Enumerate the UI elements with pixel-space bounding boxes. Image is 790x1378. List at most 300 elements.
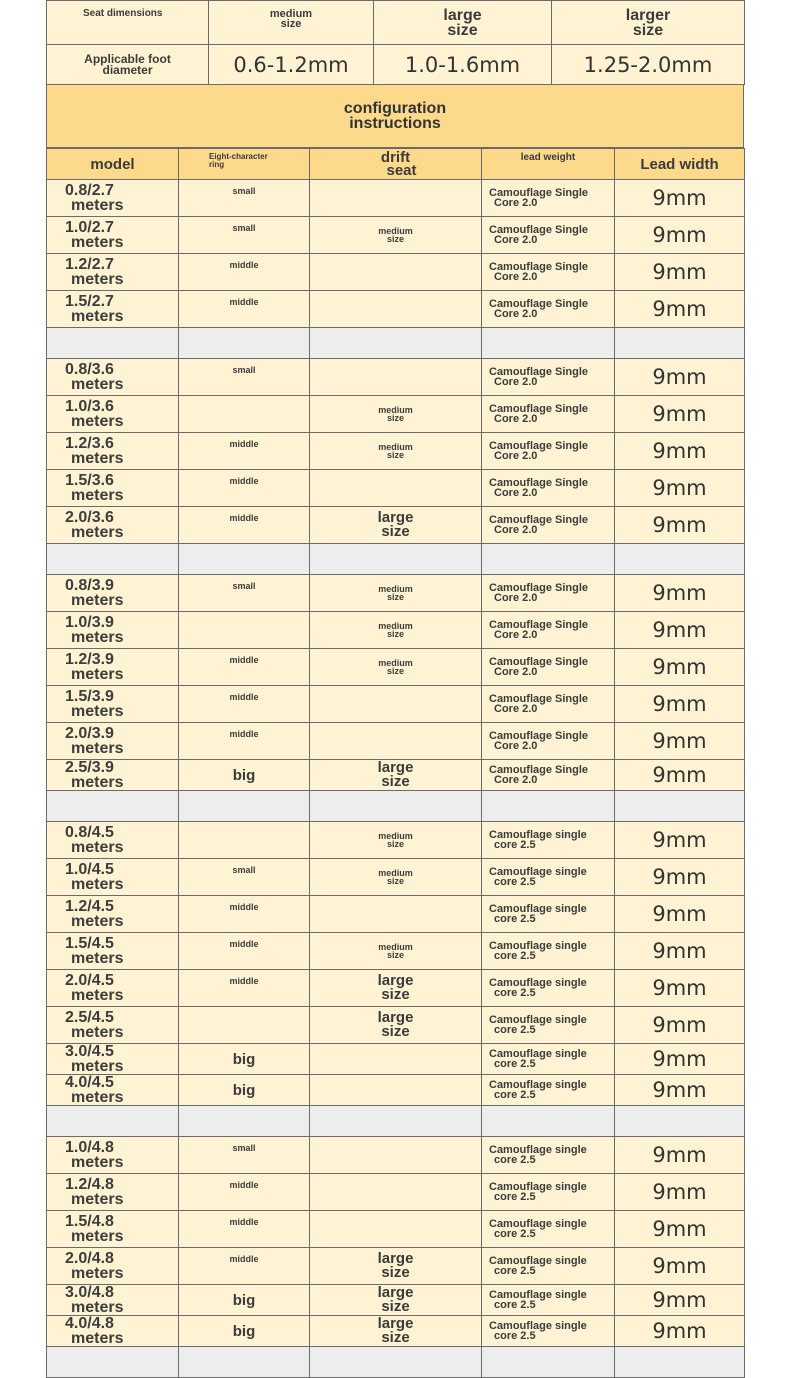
lead-width-cell: 9mm — [615, 396, 745, 433]
lead-width-cell: 9mm — [615, 1316, 745, 1347]
model-unit: meters — [71, 740, 124, 757]
ring-size-cell: big — [179, 1316, 310, 1347]
model-unit: meters — [71, 1089, 124, 1106]
lead-weight-cell — [482, 396, 615, 433]
table-row — [47, 686, 745, 723]
drift-seat-cell — [310, 433, 482, 470]
model-unit: meters — [71, 487, 124, 504]
model-cell — [47, 1044, 179, 1075]
spacer-row — [47, 1347, 745, 1378]
lead-weight-line1: Camouflage single — [489, 1014, 587, 1026]
model-value: 3.0/4.8 — [65, 1284, 114, 1301]
model-value: 1.0/3.6 — [65, 398, 114, 415]
model-value: 2.5/4.5 — [65, 1009, 114, 1026]
drift-seat-cell — [310, 1044, 482, 1075]
spacer-cell — [179, 328, 310, 359]
spacer-cell — [310, 791, 482, 822]
lead-weight-line1: Camouflage single — [489, 940, 587, 952]
model-cell — [47, 649, 179, 686]
model-value: 0.8/4.5 — [65, 824, 114, 841]
lead-width-cell: 9mm — [615, 649, 745, 686]
lead-weight-cell — [482, 470, 615, 507]
model-value: 1.2/3.9 — [65, 651, 114, 668]
lead-weight-line2: core 2.5 — [494, 839, 536, 851]
model-value: 1.5/4.5 — [65, 935, 114, 952]
seat-size-line2: size — [381, 773, 410, 790]
model-unit: meters — [71, 234, 124, 251]
lead-weight-line1: Camouflage single — [489, 1218, 587, 1230]
model-value: 1.5/3.9 — [65, 688, 114, 705]
seat-size-line1: medium — [378, 405, 413, 415]
lead-width-cell: 9mm — [615, 760, 745, 791]
model-unit: meters — [71, 1265, 124, 1282]
lead-weight-line1: Camouflage single — [489, 1048, 587, 1060]
drift-seat-cell — [310, 723, 482, 760]
lead-weight-line1: Camouflage Single — [489, 440, 589, 452]
table-row — [47, 859, 745, 896]
spacer-cell — [47, 544, 179, 575]
lead-weight-line2: Core 2.0 — [494, 592, 538, 604]
lead-weight-cell — [482, 649, 615, 686]
seat-size-line2: size — [386, 666, 404, 676]
table-row — [47, 1137, 745, 1174]
model-cell — [47, 612, 179, 649]
lead-weight-cell — [482, 1007, 615, 1044]
seat-size-line1: large — [377, 759, 414, 776]
lead-width-cell: 9mm — [615, 612, 745, 649]
seat-size-line1: large — [377, 1284, 414, 1301]
lead-weight-line2: Core 2.0 — [494, 308, 538, 320]
model-cell — [47, 433, 179, 470]
ring-size-cell: small — [179, 575, 310, 612]
lead-width-cell: 9mm — [615, 1007, 745, 1044]
table-row — [47, 970, 745, 1007]
lead-weight-line2: core 2.5 — [494, 876, 536, 888]
lead-weight-line1: Camouflage Single — [489, 514, 589, 526]
drift-seat-cell — [310, 1007, 482, 1044]
model-unit: meters — [71, 376, 124, 393]
lead-weight-line2: Core 2.0 — [494, 629, 538, 641]
model-unit: meters — [71, 271, 124, 288]
model-unit: meters — [71, 592, 124, 609]
lead-weight-line1: Camouflage Single — [489, 764, 589, 776]
seat-size-line2: size — [386, 450, 404, 460]
lead-weight-line1: Camouflage single — [489, 1144, 587, 1156]
lead-weight-line2: core 2.5 — [494, 913, 536, 925]
model-cell — [47, 359, 179, 396]
lead-width-cell: 9mm — [615, 470, 745, 507]
model-cell — [47, 723, 179, 760]
table-row — [47, 1075, 745, 1106]
seat-size-line1: large — [377, 509, 414, 526]
lead-width-cell: 9mm — [615, 1211, 745, 1248]
lead-weight-cell — [482, 686, 615, 723]
lead-weight-cell — [482, 859, 615, 896]
lead-weight-line1: Camouflage Single — [489, 187, 589, 199]
spacer-cell — [482, 328, 615, 359]
ring-size-cell: middle — [179, 970, 310, 1007]
seat-size-line1: large — [377, 1009, 414, 1026]
table-row — [47, 723, 745, 760]
seat-size-line2: size — [386, 629, 404, 639]
ring-size-cell: middle — [179, 896, 310, 933]
lead-width-cell: 9mm — [615, 433, 745, 470]
drift-seat-cell — [310, 291, 482, 328]
size-medium-label: medium size — [209, 1, 374, 45]
seat-size-line2: size — [381, 1329, 410, 1346]
table-row — [47, 254, 745, 291]
spacer-row — [47, 328, 745, 359]
model-unit: meters — [71, 1058, 124, 1075]
model-value: 1.2/4.8 — [65, 1176, 114, 1193]
model-cell — [47, 760, 179, 791]
table-row — [47, 507, 745, 544]
model-cell — [47, 1137, 179, 1174]
ring-size-cell: middle — [179, 254, 310, 291]
lead-weight-cell — [482, 1211, 615, 1248]
drift-seat-cell — [310, 1211, 482, 1248]
lead-weight-cell — [482, 1075, 615, 1106]
lead-width-cell: 9mm — [615, 1285, 745, 1316]
ring-size-cell: middle — [179, 470, 310, 507]
lead-weight-cell — [482, 1044, 615, 1075]
lead-weight-line1: Camouflage Single — [489, 366, 589, 378]
model-unit: meters — [71, 1299, 124, 1316]
col-drift-seat: drift seat — [310, 149, 482, 180]
lead-weight-line2: core 2.5 — [494, 1024, 536, 1036]
model-value: 1.5/3.6 — [65, 472, 114, 489]
lead-weight-line2: Core 2.0 — [494, 271, 538, 283]
model-unit: meters — [71, 913, 124, 930]
model-unit: meters — [71, 1330, 124, 1347]
table-row — [47, 1285, 745, 1316]
model-value: 4.0/4.8 — [65, 1315, 114, 1332]
lead-weight-line2: core 2.5 — [494, 1299, 536, 1311]
model-unit: meters — [71, 1191, 124, 1208]
model-unit: meters — [71, 524, 124, 541]
lead-weight-line1: Camouflage Single — [489, 403, 589, 415]
col-eight-character-ring: Eight-character ring — [179, 149, 310, 180]
model-value: 0.8/3.9 — [65, 577, 114, 594]
model-cell — [47, 896, 179, 933]
model-cell — [47, 470, 179, 507]
lead-weight-cell — [482, 822, 615, 859]
spacer-cell — [179, 791, 310, 822]
drift-seat-cell — [310, 970, 482, 1007]
model-cell — [47, 217, 179, 254]
ring-size-cell: middle — [179, 433, 310, 470]
lead-weight-line2: Core 2.0 — [494, 450, 538, 462]
ring-size-cell: middle — [179, 1211, 310, 1248]
lead-weight-line2: Core 2.0 — [494, 197, 538, 209]
table-row — [47, 217, 745, 254]
ring-size-cell: small — [179, 359, 310, 396]
spacer-cell — [47, 791, 179, 822]
ring-size-cell: middle — [179, 686, 310, 723]
lead-weight-line1: Camouflage Single — [489, 582, 589, 594]
table-row — [47, 575, 745, 612]
spacer-cell — [179, 544, 310, 575]
spacer-cell — [47, 1347, 179, 1378]
configuration-title: configuration instructions — [343, 100, 447, 132]
model-cell — [47, 1285, 179, 1316]
drift-seat-cell — [310, 1316, 482, 1347]
model-value: 0.8/2.7 — [65, 182, 114, 199]
spacer-cell — [482, 544, 615, 575]
model-cell — [47, 575, 179, 612]
seat-size-line2: size — [381, 1298, 410, 1315]
ring-size-cell — [179, 396, 310, 433]
spacer-cell — [615, 791, 745, 822]
table-row — [47, 180, 745, 217]
model-value: 1.0/4.5 — [65, 861, 114, 878]
spacer-cell — [47, 328, 179, 359]
spacer-cell — [310, 544, 482, 575]
lead-weight-cell — [482, 1285, 615, 1316]
ring-size-cell: middle — [179, 723, 310, 760]
table-row — [47, 1248, 745, 1285]
model-cell — [47, 822, 179, 859]
lead-weight-line2: core 2.5 — [494, 987, 536, 999]
model-unit: meters — [71, 839, 124, 856]
model-cell — [47, 291, 179, 328]
lead-weight-line1: Camouflage single — [489, 1181, 587, 1193]
lead-width-cell: 9mm — [615, 970, 745, 1007]
lead-weight-cell — [482, 933, 615, 970]
spacer-cell — [615, 328, 745, 359]
drift-seat-cell — [310, 933, 482, 970]
model-cell — [47, 396, 179, 433]
lead-width-cell: 9mm — [615, 217, 745, 254]
seat-size-line1: large — [377, 1250, 414, 1267]
lead-width-cell: 9mm — [615, 933, 745, 970]
lead-weight-line2: core 2.5 — [494, 1154, 536, 1166]
drift-seat-cell — [310, 1174, 482, 1211]
col-model: model — [47, 149, 179, 180]
lead-width-cell: 9mm — [615, 575, 745, 612]
model-unit: meters — [71, 308, 124, 325]
drift-seat-cell — [310, 859, 482, 896]
configuration-table — [46, 148, 745, 1378]
diameter-larger: 1.25-2.0mm — [552, 45, 745, 85]
model-cell — [47, 1316, 179, 1347]
model-unit: meters — [71, 1024, 124, 1041]
spacer-cell — [310, 328, 482, 359]
model-unit: meters — [71, 450, 124, 467]
lead-weight-line2: Core 2.0 — [494, 740, 538, 752]
lead-weight-cell — [482, 1248, 615, 1285]
spacer-cell — [47, 1106, 179, 1137]
ring-size-cell: big — [179, 1285, 310, 1316]
lead-width-cell: 9mm — [615, 254, 745, 291]
lead-weight-cell — [482, 760, 615, 791]
table-row — [47, 612, 745, 649]
lead-width-cell: 9mm — [615, 686, 745, 723]
lead-weight-line2: core 2.5 — [494, 1228, 536, 1240]
spacer-cell — [615, 1347, 745, 1378]
spacer-row — [47, 1106, 745, 1137]
lead-weight-line1: Camouflage Single — [489, 298, 589, 310]
model-unit: meters — [71, 197, 124, 214]
lead-width-cell: 9mm — [615, 291, 745, 328]
lead-weight-cell — [482, 1316, 615, 1347]
column-header-row — [47, 149, 745, 180]
model-cell — [47, 859, 179, 896]
table-row — [47, 1211, 745, 1248]
configuration-banner — [46, 85, 744, 148]
model-value: 1.2/4.5 — [65, 898, 114, 915]
model-unit: meters — [71, 987, 124, 1004]
spec-sheet — [46, 0, 744, 1378]
model-value: 1.0/2.7 — [65, 219, 114, 236]
seat-size-line1: medium — [378, 658, 413, 668]
lead-width-cell: 9mm — [615, 859, 745, 896]
size-header-row — [47, 1, 745, 45]
ring-size-cell: small — [179, 859, 310, 896]
seat-dimensions-label: Seat dimensions — [47, 1, 209, 45]
lead-weight-line1: Camouflage single — [489, 1079, 587, 1091]
model-value: 4.0/4.5 — [65, 1074, 114, 1091]
lead-weight-line2: core 2.5 — [494, 950, 536, 962]
lead-weight-line2: core 2.5 — [494, 1089, 536, 1101]
lead-weight-cell — [482, 1174, 615, 1211]
lead-weight-line1: Camouflage single — [489, 1289, 587, 1301]
model-value: 1.5/2.7 — [65, 293, 114, 310]
ring-size-cell: middle — [179, 933, 310, 970]
model-cell — [47, 1007, 179, 1044]
lead-weight-cell — [482, 612, 615, 649]
lead-weight-line2: Core 2.0 — [494, 376, 538, 388]
model-unit: meters — [71, 703, 124, 720]
model-value: 2.0/4.8 — [65, 1250, 114, 1267]
lead-weight-line1: Camouflage Single — [489, 477, 589, 489]
lead-width-cell: 9mm — [615, 896, 745, 933]
model-cell — [47, 1211, 179, 1248]
seat-size-line2: size — [381, 1264, 410, 1281]
lead-weight-cell — [482, 254, 615, 291]
lead-width-cell: 9mm — [615, 723, 745, 760]
lead-weight-line2: Core 2.0 — [494, 774, 538, 786]
model-unit: meters — [71, 413, 124, 430]
seat-size-line1: medium — [378, 942, 413, 952]
lead-weight-line2: Core 2.0 — [494, 413, 538, 425]
col-lead-weight: lead weight — [482, 149, 615, 180]
spacer-cell — [482, 791, 615, 822]
model-unit: meters — [71, 1154, 124, 1171]
lead-weight-line2: core 2.5 — [494, 1058, 536, 1070]
model-cell — [47, 507, 179, 544]
lead-weight-cell — [482, 575, 615, 612]
lead-weight-line2: Core 2.0 — [494, 666, 538, 678]
ring-size-cell: small — [179, 217, 310, 254]
lead-weight-line1: Camouflage Single — [489, 656, 589, 668]
diameter-large: 1.0-1.6mm — [374, 45, 552, 85]
lead-width-cell: 9mm — [615, 359, 745, 396]
seat-size-line2: size — [386, 839, 404, 849]
lead-weight-cell — [482, 180, 615, 217]
model-unit: meters — [71, 629, 124, 646]
col-lead-width: Lead width — [615, 149, 745, 180]
lead-width-cell: 9mm — [615, 180, 745, 217]
spacer-row — [47, 544, 745, 575]
lead-weight-cell — [482, 896, 615, 933]
seat-size-line2: size — [386, 950, 404, 960]
seat-size-line2: size — [386, 413, 404, 423]
model-value: 2.0/3.6 — [65, 509, 114, 526]
model-cell — [47, 1174, 179, 1211]
model-unit: meters — [71, 876, 124, 893]
drift-seat-cell — [310, 649, 482, 686]
seat-size-line1: large — [377, 1315, 414, 1332]
drift-seat-cell — [310, 396, 482, 433]
seat-size-line1: medium — [378, 226, 413, 236]
model-cell — [47, 180, 179, 217]
seat-size-line1: medium — [378, 831, 413, 841]
lead-weight-line2: Core 2.0 — [494, 487, 538, 499]
table-row — [47, 822, 745, 859]
model-value: 2.0/3.9 — [65, 725, 114, 742]
spacer-cell — [179, 1106, 310, 1137]
foot-diameter-label: Applicable foot diameter — [47, 45, 209, 85]
spacer-cell — [482, 1347, 615, 1378]
table-row — [47, 1174, 745, 1211]
ring-size-cell: big — [179, 1075, 310, 1106]
lead-weight-line2: core 2.5 — [494, 1191, 536, 1203]
table-row — [47, 359, 745, 396]
ring-size-cell: middle — [179, 1248, 310, 1285]
spacer-cell — [310, 1347, 482, 1378]
model-unit: meters — [71, 774, 124, 791]
lead-weight-cell — [482, 433, 615, 470]
foot-diameter-row — [47, 45, 745, 85]
model-cell — [47, 1075, 179, 1106]
ring-size-cell: middle — [179, 507, 310, 544]
drift-seat-cell — [310, 1137, 482, 1174]
spacer-cell — [179, 1347, 310, 1378]
lead-weight-line1: Camouflage single — [489, 866, 587, 878]
lead-weight-line2: core 2.5 — [494, 1265, 536, 1277]
drift-seat-cell — [310, 612, 482, 649]
model-unit: meters — [71, 950, 124, 967]
model-cell — [47, 254, 179, 291]
lead-width-cell: 9mm — [615, 1137, 745, 1174]
lead-weight-line1: Camouflage Single — [489, 619, 589, 631]
lead-weight-cell — [482, 291, 615, 328]
table-row — [47, 396, 745, 433]
drift-seat-cell — [310, 1285, 482, 1316]
lead-width-cell: 9mm — [615, 1174, 745, 1211]
ring-size-cell — [179, 1007, 310, 1044]
drift-seat-cell — [310, 180, 482, 217]
seat-size-line1: medium — [378, 868, 413, 878]
size-larger-label: larger size — [552, 1, 745, 45]
lead-width-cell: 9mm — [615, 1248, 745, 1285]
seat-size-line2: size — [386, 234, 404, 244]
spacer-cell — [615, 1106, 745, 1137]
lead-weight-line1: Camouflage single — [489, 1255, 587, 1267]
ring-size-cell: small — [179, 1137, 310, 1174]
table-row — [47, 1316, 745, 1347]
model-value: 1.2/2.7 — [65, 256, 114, 273]
seat-dimension-table — [46, 0, 745, 85]
model-cell — [47, 686, 179, 723]
ring-size-cell: big — [179, 760, 310, 791]
lead-weight-cell — [482, 507, 615, 544]
model-value: 2.5/3.9 — [65, 759, 114, 776]
lead-weight-line2: Core 2.0 — [494, 703, 538, 715]
drift-seat-cell — [310, 575, 482, 612]
seat-size-line2: size — [381, 523, 410, 540]
